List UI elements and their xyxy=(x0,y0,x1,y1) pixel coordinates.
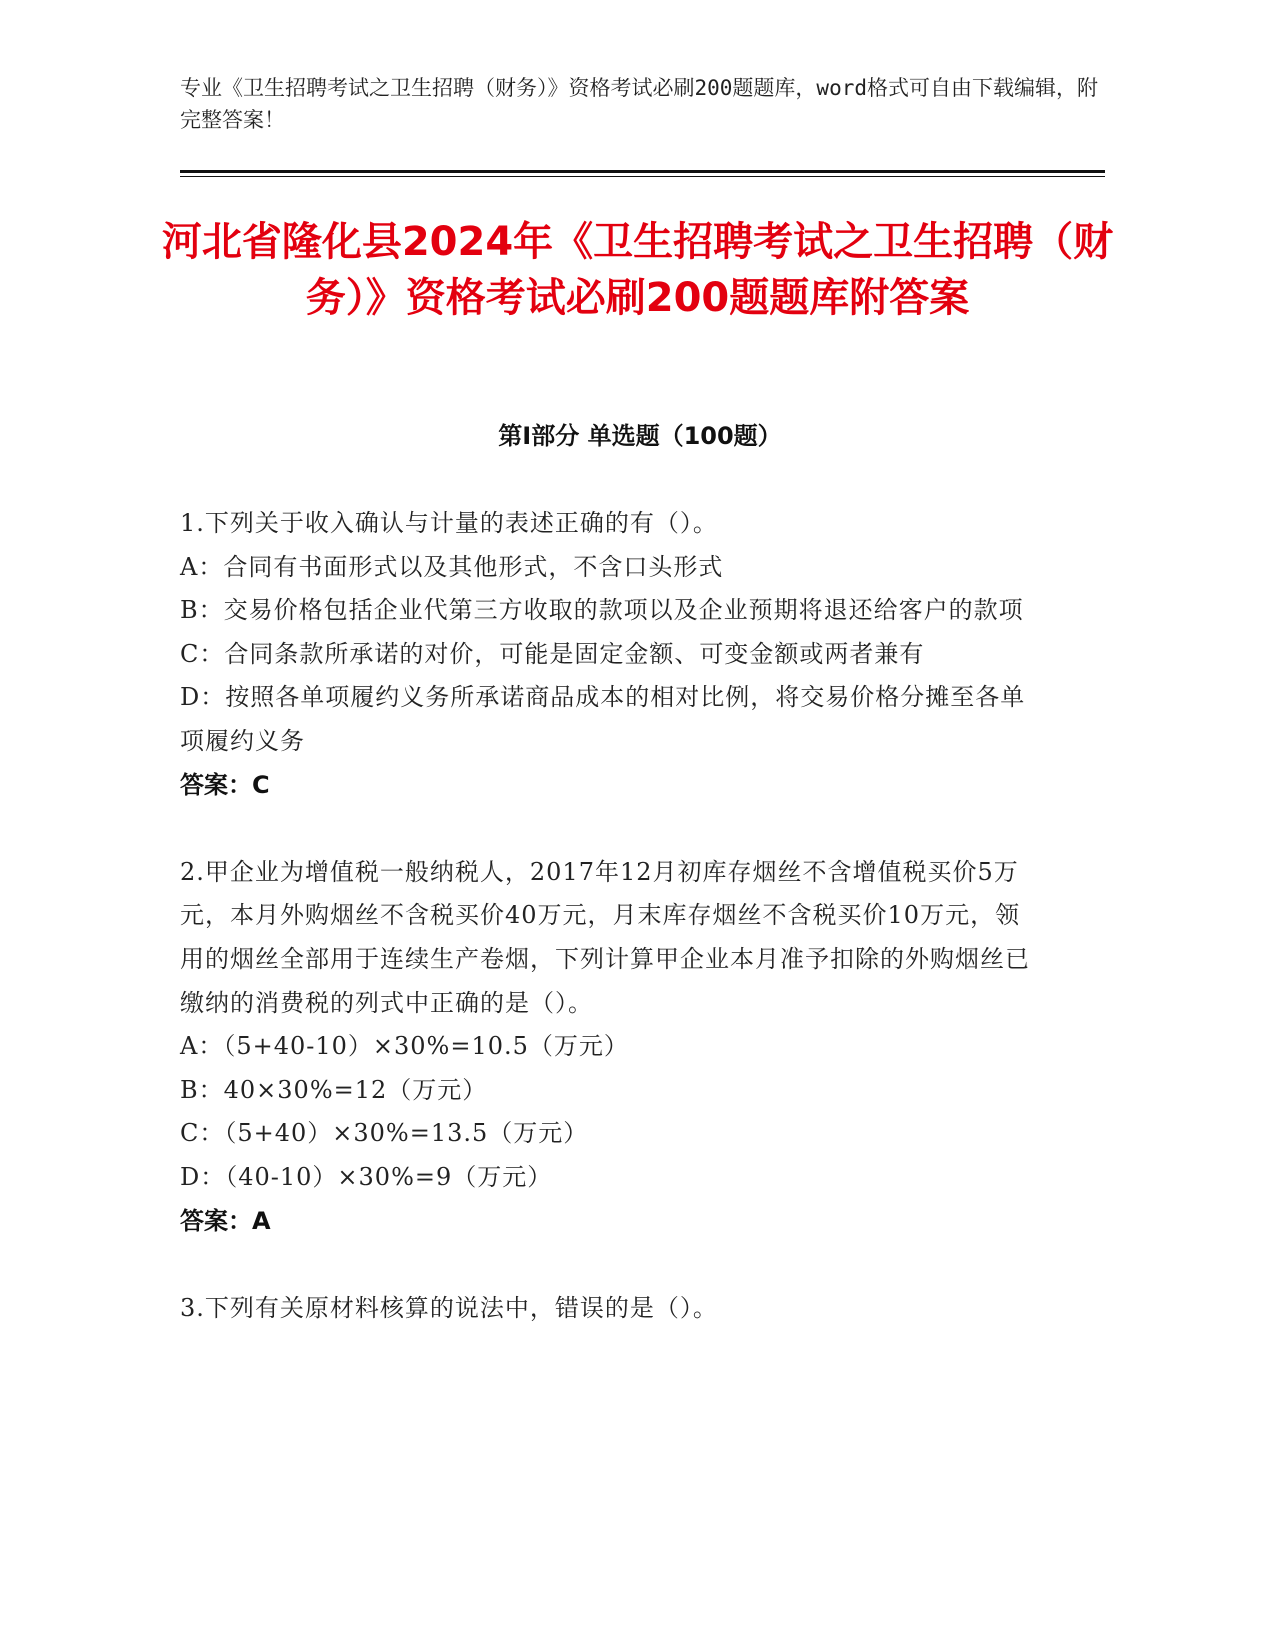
option-d: D：按照各单项履约义务所承诺商品成本的相对比例，将交易价格分摊至各单项履约义务 xyxy=(180,683,1026,755)
question-stem: 1.下列关于收入确认与计量的表述正确的有（）。 xyxy=(180,509,718,537)
header-divider-thin xyxy=(180,176,1105,177)
question-item xyxy=(180,502,1040,807)
option-c: C：合同条款所承诺的对价，可能是固定金额、可变金额或两者兼有 xyxy=(180,639,925,668)
option-b: B：交易价格包括企业代第三方收取的款项以及企业预期将退还给客户的款项 xyxy=(180,596,1024,625)
option-d: D：（40-10）×30%=9（万元） xyxy=(180,1162,553,1191)
document-title: 河北省隆化县2024年《卫生招聘考试之卫生招聘（财务）》资格考试必刷200题题库附答案 xyxy=(161,219,1114,321)
answer-label: 答案：C xyxy=(180,770,270,799)
question-item xyxy=(180,851,1040,1243)
option-a: A：（5+40-10）×30%=10.5（万元） xyxy=(180,1032,629,1061)
section-heading: 第Ⅰ部分 单选题（100题） xyxy=(498,422,782,450)
header-divider-thick xyxy=(180,170,1105,173)
option-a: A：合同有书面形式以及其他形式，不含口头形式 xyxy=(180,552,724,581)
answer-label: 答案：A xyxy=(180,1206,271,1235)
header-note: 专业《卫生招聘考试之卫生招聘（财务）》资格考试必刷200题题库，word格式可自由下载编辑，附完整答案！ xyxy=(180,76,1098,132)
option-c: C：（5+40）×30%=13.5（万元） xyxy=(180,1119,589,1148)
question-stem: 2.甲企业为增值税一般纳税人，2017年12月初库存烟丝不含增值税买价5万元，本月外购烟丝不含税买价40万元，月末库存烟丝不含税买价10万元，领用的烟丝全部用于连续生产卷烟，下列计算甲企业本月准予扣除的外购烟丝已缴纳的消费税的列式中正确的是（）。 xyxy=(180,857,1030,1017)
question-list xyxy=(180,502,1040,1374)
question-item xyxy=(180,1287,1040,1331)
option-b: B：40×30%=12（万元） xyxy=(180,1075,488,1104)
question-stem: 3.下列有关原材料核算的说法中，错误的是（）。 xyxy=(180,1293,718,1322)
